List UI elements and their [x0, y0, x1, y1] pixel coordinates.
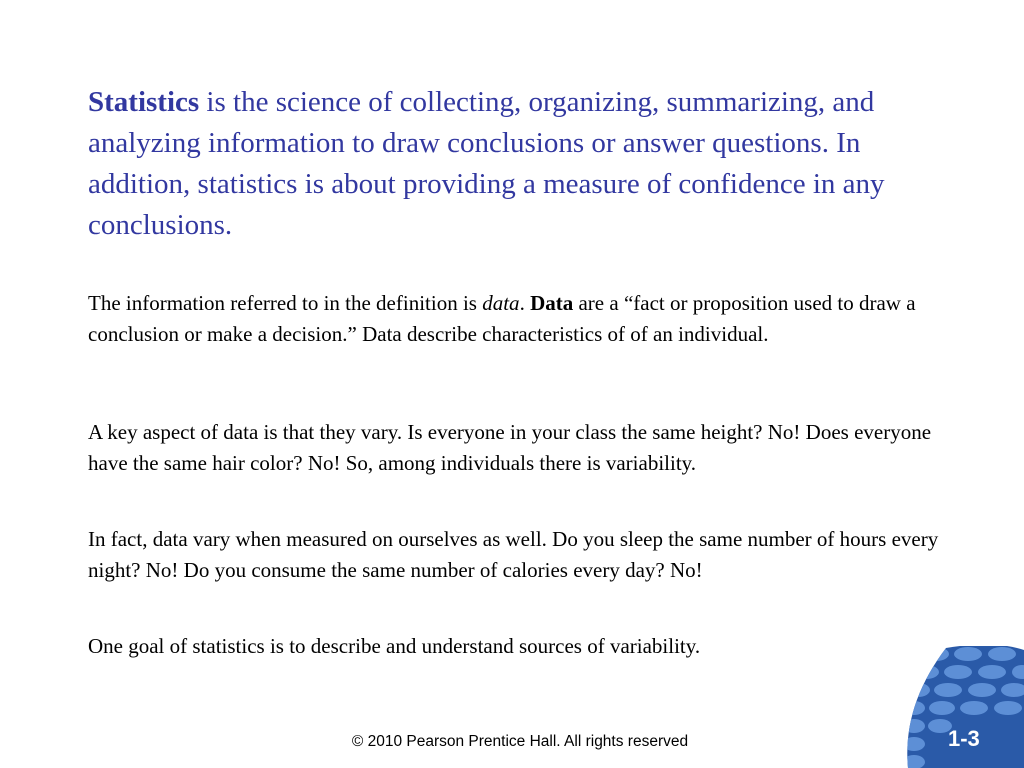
definition-text: is the science of collecting, organizing, summarizing, and analyzing information to draw conclusions or answer questions. In addition, statistics is about providing a measure of confidence in any conclusions. [88, 86, 885, 241]
text-run: . [519, 291, 531, 315]
text-run: A key aspect of data is that they vary. Is everyone in your class the same height? No! Does everyone have the same hair color? No! So, among individuals there is variability. [88, 420, 932, 475]
slide-number: 1-3 [948, 726, 980, 751]
variability-paragraph [88, 417, 958, 478]
data-paragraph [88, 288, 958, 349]
text-run: In fact, data vary when measured on ourselves as well. Do you sleep the same number of hours every night? No! Do you consume the same number of calories every day? No! [88, 527, 939, 582]
self-variation-paragraph [88, 524, 958, 585]
bold-text-run: Data [530, 291, 574, 315]
italic-text-run: data [482, 291, 520, 315]
goal-paragraph [88, 631, 958, 662]
copyright-footer: © 2010 Pearson Prentice Hall. All rights reserved [351, 733, 689, 750]
definition-paragraph [88, 82, 968, 246]
text-run: The information referred to in the definition is [88, 291, 483, 315]
definition-term: Statistics [88, 86, 200, 118]
text-run: are a “fact or proposition used to draw a conclusion or make a decision.” Data describe characteristics of of an individual. [88, 291, 916, 346]
text-run: One goal of statistics is to describe and understand sources of variability. [88, 634, 701, 658]
